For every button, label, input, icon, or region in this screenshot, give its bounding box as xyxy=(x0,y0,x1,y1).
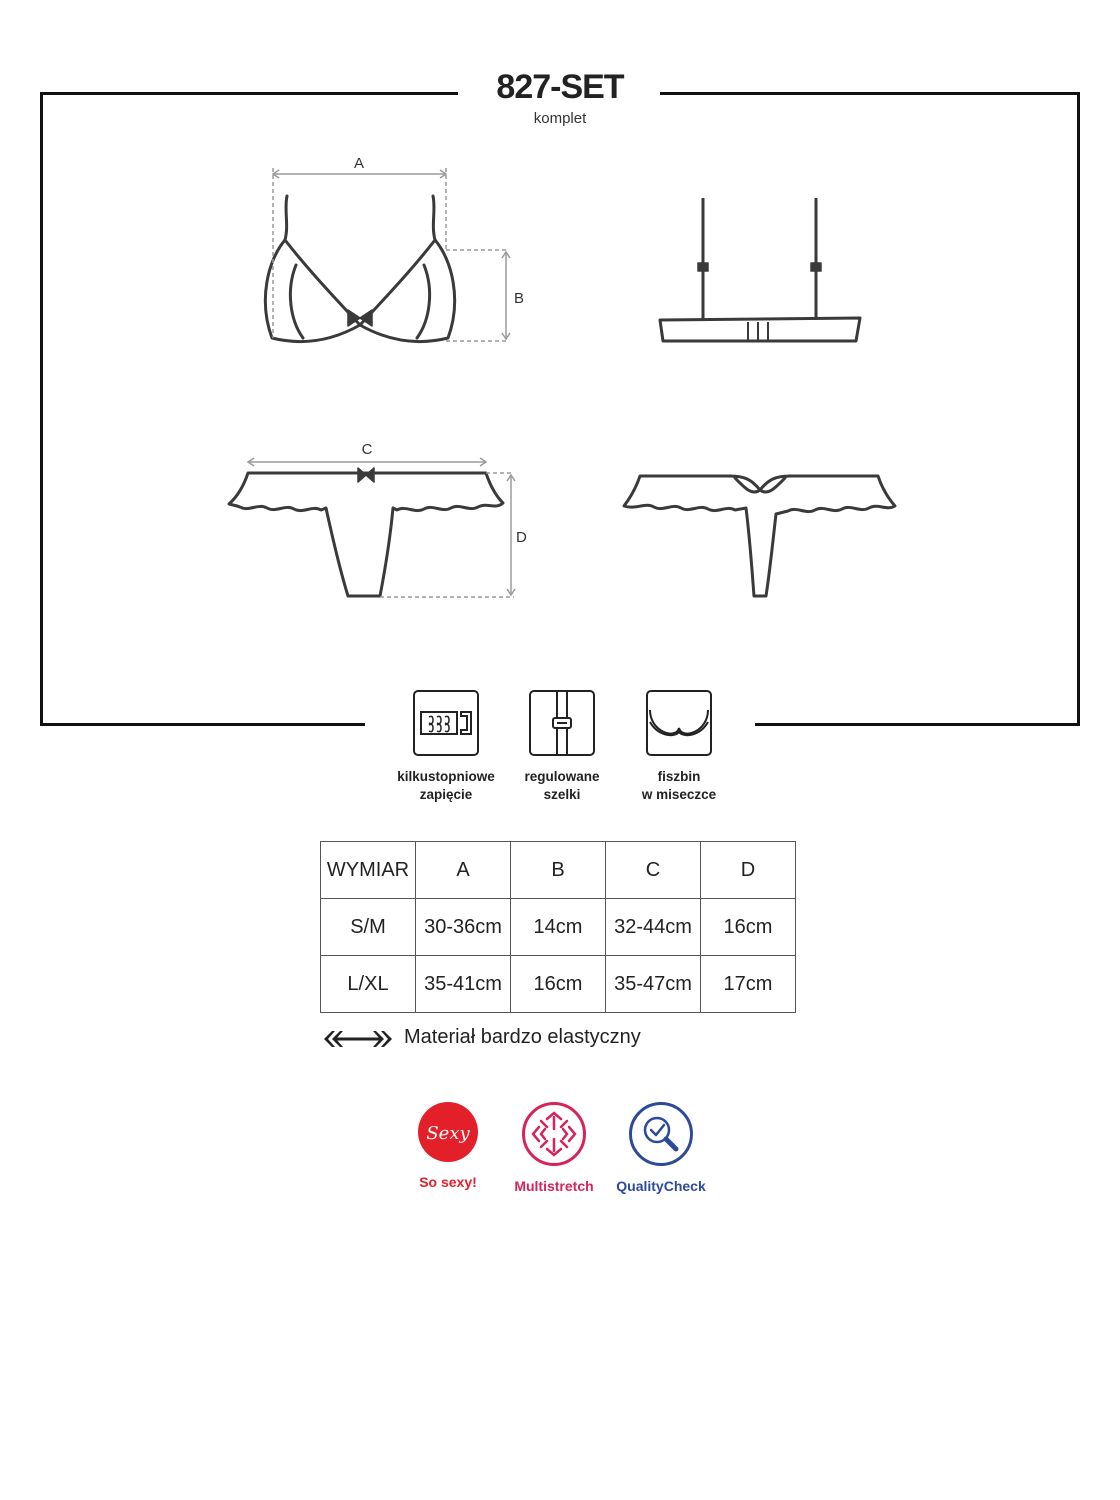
table-cell: 35-47cm xyxy=(606,956,701,1013)
multi-hook-clasp-icon xyxy=(413,690,479,756)
feature-hook-clasp-line1: kilkustopniowe xyxy=(397,769,495,784)
table-cell: 30-36cm xyxy=(416,899,511,956)
table-row xyxy=(321,899,796,956)
table-cell: 16cm xyxy=(511,956,606,1013)
table-header-cell: WYMIAR xyxy=(321,842,416,899)
bra-back-drawing xyxy=(660,198,860,341)
badge-so-sexy-label: So sexy! xyxy=(419,1174,477,1190)
badge-multistretch-label: Multistretch xyxy=(514,1178,594,1194)
panty-back-drawing xyxy=(624,476,895,596)
stretch-arrows-icon xyxy=(322,1026,394,1052)
table-header-row xyxy=(321,842,796,899)
panty-dimension-lines xyxy=(248,458,515,597)
table-header-cell: D xyxy=(701,842,796,899)
dim-label-c: C xyxy=(361,441,373,458)
table-cell: S/M xyxy=(321,899,416,956)
badge-quality-check xyxy=(606,1102,716,1194)
stretch-note xyxy=(322,1026,641,1052)
table-header-cell: A xyxy=(416,842,511,899)
adjustable-strap-icon xyxy=(529,690,595,756)
table-cell: 16cm xyxy=(701,899,796,956)
feature-hook-clasp-line2: zapięcie xyxy=(419,787,473,802)
table-cell: 32-44cm xyxy=(606,899,701,956)
underwire-cup-icon xyxy=(646,690,712,756)
product-subtitle: komplet xyxy=(533,110,587,127)
table-cell: L/XL xyxy=(321,956,416,1013)
feature-hook-clasp xyxy=(381,690,511,804)
dim-label-a: A xyxy=(353,155,365,172)
sexy-icon xyxy=(418,1102,478,1162)
badge-multistretch xyxy=(499,1102,609,1194)
table-cell: 17cm xyxy=(701,956,796,1013)
table-row xyxy=(321,956,796,1013)
garment-drawings xyxy=(0,0,1120,700)
badge-quality-check-label: QualityCheck xyxy=(616,1178,706,1194)
stretch-note-text: Materiał bardzo elastyczny xyxy=(404,1026,641,1048)
table-header-cell: B xyxy=(511,842,606,899)
frame-bottom-right xyxy=(755,723,1080,726)
bra-dimension-lines xyxy=(273,168,510,341)
feature-adjustable-straps-line1: regulowane xyxy=(524,769,600,784)
dim-label-b: B xyxy=(514,290,525,307)
product-title: 827-SET xyxy=(496,68,624,106)
table-header-cell: C xyxy=(606,842,701,899)
table-cell: 14cm xyxy=(511,899,606,956)
sexy-icon-text: Sexy xyxy=(426,1123,470,1144)
feature-underwire xyxy=(614,690,744,804)
table-cell: 35-41cm xyxy=(416,956,511,1013)
dim-label-d: D xyxy=(516,529,527,546)
feature-underwire-line2: w miseczce xyxy=(641,787,717,802)
badge-so-sexy xyxy=(393,1102,503,1190)
multistretch-icon xyxy=(522,1102,586,1166)
feature-adjustable-straps-line2: szelki xyxy=(543,787,581,802)
quality-check-icon xyxy=(629,1102,693,1166)
frame-bottom-left xyxy=(40,723,365,726)
feature-underwire-line1: fiszbin xyxy=(657,769,701,784)
size-table xyxy=(320,841,796,1013)
feature-adjustable-straps xyxy=(497,690,627,804)
bra-front-drawing xyxy=(265,196,454,342)
panty-front-drawing xyxy=(229,468,503,596)
